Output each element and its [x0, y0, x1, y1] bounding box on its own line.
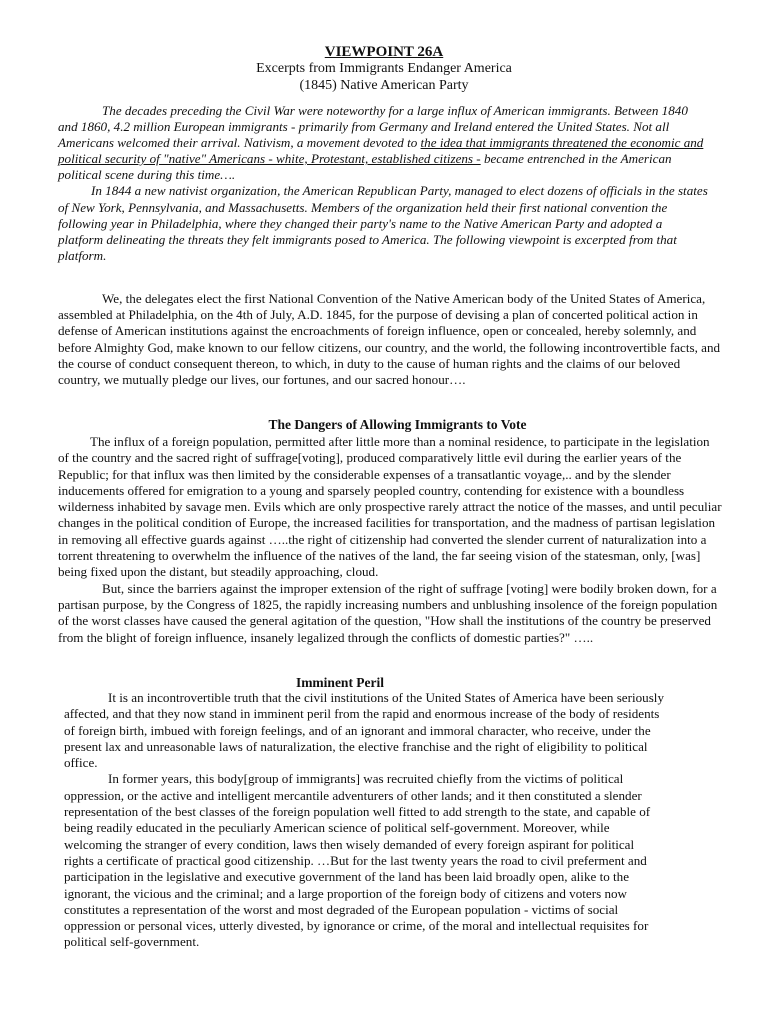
source-author: (1845) Native American Party — [299, 78, 469, 93]
intro-paragraph — [58, 103, 708, 183]
section-heading: The Dangers of Allowing Immigrants to Vote — [268, 417, 527, 432]
body-paragraph: But, since the barriers against the improper extension of the right of suffrage [voting] were bodily broken down, for a partisan purpose, by the Congress of 1825, the rapidly increasing numbers and unblushing insolence of the foreign population of the worst classes have caused the general agitation of the question, "How shall the institutions of the country be preserved from the blight of foreign influence, insanely legalized through the conflicts of domestic parties?" ….. — [58, 580, 718, 645]
preamble-section — [58, 291, 723, 388]
body-paragraph: In former years, this body[group of immigrants] was recruited chiefly from the victims of political oppression, or the active and intelligent mercantile adventurers of other lands; and it then constituted a slender representation of the best classes of the foreign population well fitted to add strength to the state, and capable of being readily educated in the peculiarly American science of political self-government. Moreover, while welcoming the stranger of every condition, laws then wisely demanded of every foreign aspirant for political rights a certificate of practical good citizenship. …But for the last twenty years the road to civil preferment and participation in the legislative and executive government of the land has been laid broadly open, alike to the ignorant, the vicious and the criminal; and a large proportion of the foreign body of citizens and voters now constitutes a representation of the worst and most degraded of the European population - victims of social oppression or personal vices, utterly divested, by ignorance or crime, of the moral and intellectual requisites for political self-government. — [64, 771, 651, 950]
editorial-introduction — [58, 103, 708, 264]
source-title: Excerpts from Immigrants Endanger America — [256, 61, 512, 76]
document-header — [0, 44, 768, 94]
preamble-paragraph: We, the delegates elect the first National Convention of the Native American body of the United States of America, assembled at Philadelphia, on the 4th of July, A.D. 1845, for the purpose of devising a plan of concerted political action in defense of American institutions against the encroachments of foreign influence, open or concealed, hereby solemnly, and before Almighty God, make known to our fellow citizens, our country, and the world, the following incontrovertible facts, and the course of conduct consequent thereon, to which, in duty to the cause of human rights and the claims of our beloved country, we mutually pledge our lives, our fortunes, and our sacred honour…. — [58, 291, 721, 388]
section-heading: Imminent Peril — [295, 675, 385, 690]
intro-text: The decades preceding the Civil War were noteworthy for a large influx of American immigrants. Between 1840 and 1860, 4.2 million European immigrants - primarily from Germany and Ireland entered the United States. Not all Americans welcomed their arrival. Nativism, a movement devoted to — [58, 103, 688, 151]
nativism-definition: the idea that immigrants threatened the economic and political security of "native" Americans - white, Protestant, established citizens - — [58, 135, 704, 167]
intro-paragraph: In 1844 a new nativist organization, the American Republican Party, managed to elect dozens of officials in the states of New York, Pennsylvania, and Massachusetts. Members of the organization held their first national convention the following year in Philadelphia, where they changed their party's name to the Native American Party and adopted a platform delineating the threats they felt immigrants posed to America. The following viewpoint is excerpted from that platform. — [58, 183, 708, 263]
body-paragraph: The influx of a foreign population, permitted after little more than a nominal residence, to participate in the legislation of the country and the sacred right of suffrage[voting], produced comparatively little evil during the earlier years of the Republic; for that influx was then limited by the considerable expenses of a transatlantic voyage,.. and by the slender inducements offered for emigration to a young and sparsely peopled country, contending for existence with a boundless wilderness inhabited by savage men. Evils which are only prospective rarely attract the notice of the masses, and until peculiar changes in the political condition of Europe, the increased facilities for transportation, and the madness of partisan legislation in removing all effective guards against …..the right of citizenship had converted the slender current of naturalization into a torrent threatening to overwhelm the influence of the natives of the land, the far seeing vision of the statesman, only, [was] being fixed upon the distant, but steadily approaching, cloud. — [58, 434, 722, 580]
intro-text: became entrenched in the American political scene during this time…. — [58, 151, 672, 183]
body-paragraph: It is an incontrovertible truth that the civil institutions of the United States of America have been seriously affected, and that they now stand in imminent peril from the rapid and enormous increase of the body of residents of foreign birth, imbued with foreign feelings, and of an ignorant and immoral character, who receive, under the present lax and unreasonable laws of naturalization, the elective franchise and the right of eligibility to political office. — [64, 690, 664, 771]
viewpoint-title: VIEWPOINT 26A — [324, 44, 444, 60]
imminent-peril-section — [64, 690, 664, 951]
voting-dangers-section — [58, 434, 723, 646]
